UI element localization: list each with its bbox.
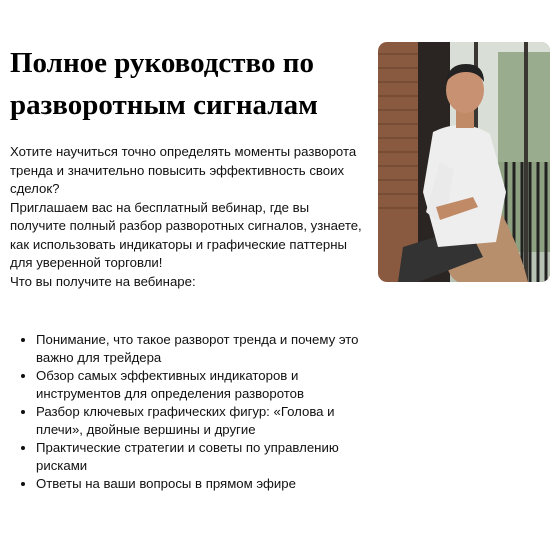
intro-paragraph: Хотите научиться точно определять моменты разворота тренда и значительно повысить эффективность своих сделок? bbox=[10, 144, 357, 196]
benefits-list bbox=[10, 331, 370, 493]
intro-text bbox=[10, 143, 365, 273]
presenter-photo bbox=[378, 42, 550, 282]
page-title: Полное руководство по разворотным сигналам bbox=[10, 47, 318, 121]
list-item: • Практические стратегии и советы по управлению рисками bbox=[36, 439, 370, 475]
list-item: • Ответы на ваши вопросы в прямом эфире bbox=[36, 475, 370, 493]
list-item: • Понимание, что такое разворот тренда и почему это важно для трейдера bbox=[36, 331, 370, 367]
benefits-heading: Что вы получите на вебинаре: bbox=[10, 274, 196, 289]
list-item: • Обзор самых эффективных индикаторов и инструментов для определения разворотов bbox=[36, 367, 370, 403]
list-item: • Разбор ключевых графических фигур: «Голова и плечи», двойные вершины и другие bbox=[36, 403, 370, 439]
intro-paragraph: Приглашаем вас на бесплатный вебинар, где вы получите полный разбор разворотных сигналов, узнаете, как использовать индикаторы и графические паттерны для уверенной торговли! bbox=[10, 199, 362, 270]
